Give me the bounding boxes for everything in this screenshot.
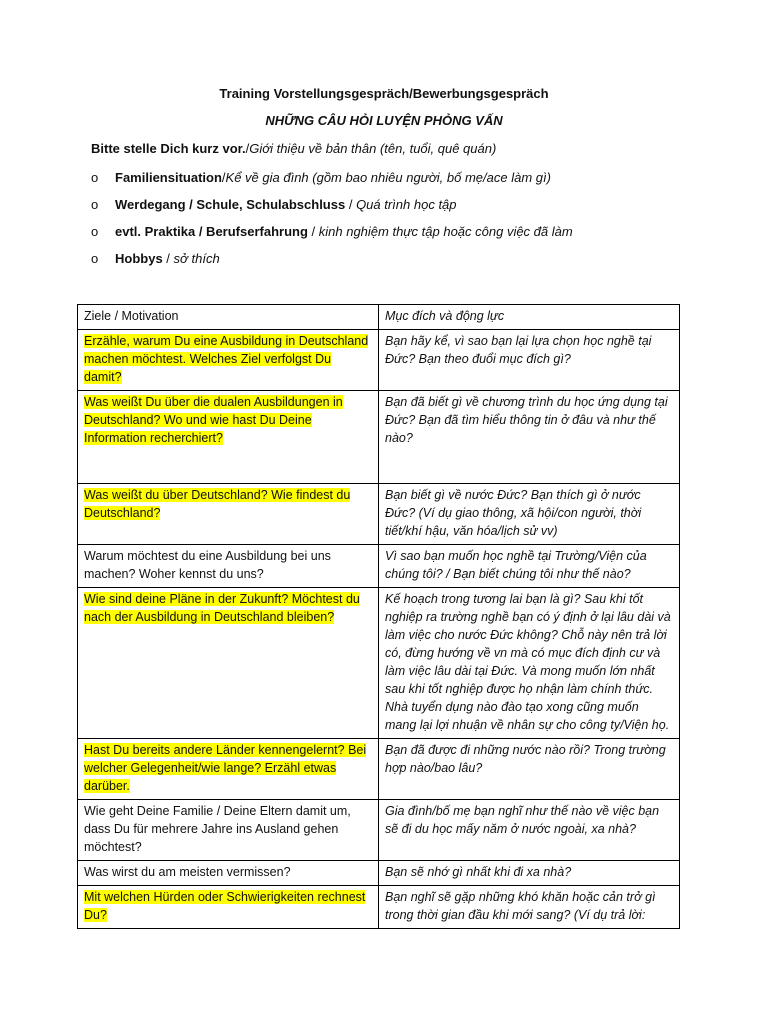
bullet-vi: Kể về gia đình (gồm bao nhiêu người, bố mẹ/ace làm gì): [225, 170, 551, 185]
bullet-de: Werdegang / Schule, Schulabschluss: [115, 197, 346, 212]
question-vi: Bạn đã được đi những nước nào rồi? Trong trường hợp nào/bao lâu?: [379, 739, 680, 800]
question-vi: Bạn nghĩ sẽ gặp những khó khăn hoặc cản trở gì trong thời gian đầu khi mới sang? (Ví dụ trả lời:: [379, 886, 680, 929]
bullet-vi: kinh nghiệm thực tập hoặc công việc đã làm: [318, 224, 573, 239]
question-vi: Bạn biết gì về nước Đức? Bạn thích gì ở nước Đức? (Ví dụ giao thông, xã hội/con người, thời tiết/khí hậu, văn hóa/lịch sử vv): [379, 484, 680, 545]
question-de: [78, 588, 379, 739]
bullet-sep: /: [221, 170, 226, 185]
question-de: [78, 800, 379, 861]
table-row: [78, 588, 680, 739]
question-de: [78, 861, 379, 886]
bullet-item: [91, 169, 573, 196]
question-vi: Kế hoạch trong tương lai bạn là gì? Sau khi tốt nghiệp ra trường nghề bạn có ý định ở lại lâu dài và làm việc cho nước Đức không? Chỗ này nên trả lời có, đừng hướng về vn mà có mục đích định cư và làm việc lâu dài tại Đức. Và mong muốn lớn nhất sau khi tốt nghiệp được họ nhận làm chính thức. Nhà tuyển dụng nào đào tạo xong cũng muốn mang lại lợi nhuận về nhân sự cho công ty/Viện họ.: [379, 588, 680, 739]
intro-de: Bitte stelle Dich kurz vor.: [91, 141, 246, 156]
bullet-de: Hobbys: [115, 251, 163, 266]
document-title: Training Vorstellungsgespräch/Bewerbungsgespräch: [219, 86, 549, 101]
question-de: [78, 545, 379, 588]
table-row: [78, 545, 680, 588]
header-muc-dich: Mục đích và động lực: [379, 305, 680, 330]
bullet-sep: /: [307, 224, 319, 239]
bullet-vi: sở thích: [173, 251, 220, 266]
bullet-marker: o: [91, 170, 99, 185]
intro-sep: /: [245, 141, 250, 156]
interview-questions-table: [77, 304, 680, 929]
table-row: [78, 484, 680, 545]
table-row: [78, 800, 680, 861]
table-row: [78, 739, 680, 800]
question-de-text: Was wirst du am meisten vermissen?: [84, 865, 291, 879]
question-de-text: Mit welchen Hürden oder Schwierigkeiten rechnest Du?: [84, 890, 366, 922]
table-row: [78, 330, 680, 391]
question-vi: Vì sao bạn muốn học nghề tại Trường/Viện của chúng tôi? / Bạn biết chúng tôi như thế nào?: [379, 545, 680, 588]
question-vi: Bạn sẽ nhớ gì nhất khi đi xa nhà?: [379, 861, 680, 886]
bullet-de: Familiensituation: [115, 170, 222, 185]
question-de-text: Erzähle, warum Du eine Ausbildung in Deutschland machen möchtest. Welches Ziel verfolgst Du damit?: [84, 334, 369, 384]
intro-line: [91, 141, 496, 156]
bullet-list: [91, 169, 573, 277]
bullet-vi: Quá trình học tập: [356, 197, 457, 212]
question-de: [78, 886, 379, 929]
question-vi: Bạn đã biết gì về chương trình du học ứng dụng tại Đức? Bạn đã tìm hiểu thông tin ở đâu và như thế nào?: [379, 391, 680, 484]
table-header-row: [78, 305, 680, 330]
question-de-text: Warum möchtest du eine Ausbildung bei uns machen? Woher kennst du uns?: [84, 549, 331, 581]
bullet-item: [91, 223, 573, 250]
bullet-sep: /: [162, 251, 174, 266]
table-row: [78, 861, 680, 886]
question-vi: Bạn hãy kể, vì sao bạn lại lựa chọn học nghề tại Đức? Bạn theo đuổi mục đích gì?: [379, 330, 680, 391]
bullet-sep: /: [345, 197, 357, 212]
document-subtitle: NHỮNG CÂU HỎI LUYỆN PHỎNG VẤN: [265, 113, 503, 128]
question-de-text: Hast Du bereits andere Länder kennengelernt? Bei welcher Gelegenheit/wie lange? Erzähl etwas darüber.: [84, 743, 367, 793]
header-ziele-motivation: Ziele / Motivation: [78, 305, 379, 330]
question-de-text: Wie geht Deine Familie / Deine Eltern damit um, dass Du für mehrere Jahre ins Ausland gehen möchtest?: [84, 804, 351, 854]
bullet-item: [91, 250, 573, 277]
table-row: [78, 391, 680, 484]
question-de: [78, 391, 379, 484]
question-de: [78, 330, 379, 391]
table-row: [78, 886, 680, 929]
question-de-text: Was weißt Du über die dualen Ausbildungen in Deutschland? Wo und wie hast Du Deine Information recherchiert?: [84, 395, 343, 445]
bullet-marker: o: [91, 197, 99, 212]
question-de: [78, 484, 379, 545]
bullet-marker: o: [91, 251, 99, 266]
bullet-de: evtl. Praktika / Berufserfahrung: [115, 224, 308, 239]
question-vi: Gia đình/bố mẹ bạn nghĩ như thế nào về việc bạn sẽ đi du học mấy năm ở nước ngoài, xa nhà?: [379, 800, 680, 861]
question-de-text: Was weißt du über Deutschland? Wie findest du Deutschland?: [84, 488, 351, 520]
intro-vi: Giới thiệu về bản thân (tên, tuổi, quê quán): [249, 141, 497, 156]
question-de: [78, 739, 379, 800]
question-de-text: Wie sind deine Pläne in der Zukunft? Möchtest du nach der Ausbildung in Deutschland bleiben?: [84, 592, 360, 624]
bullet-marker: o: [91, 224, 99, 239]
bullet-item: [91, 196, 573, 223]
